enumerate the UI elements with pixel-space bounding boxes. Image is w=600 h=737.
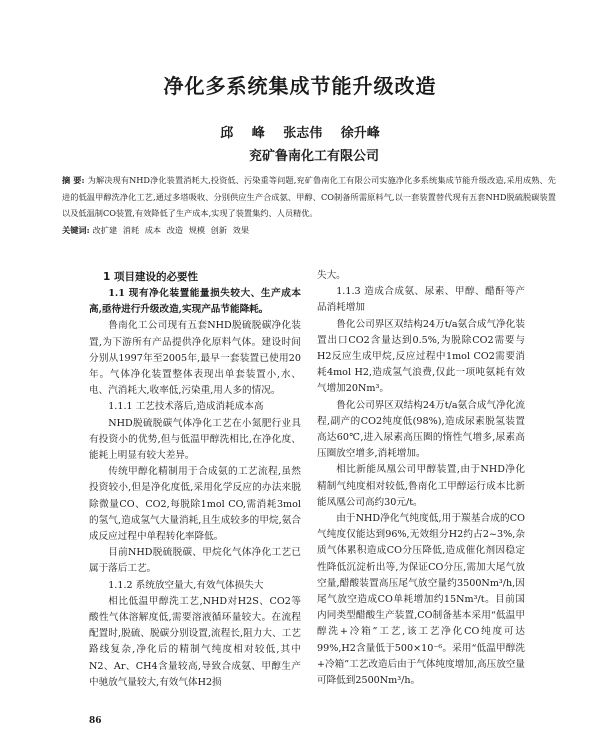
paragraph: 鲁南化工公司现有五套NHD脱硫脱碳净化装置,为下游所有产品提供净化原料气体。建设时间分别从1997年至2005年,最早一套装置已使用20年。气体净化装置整体表现出单套装置小,水、电、汽消耗大,收率低,污染重,用人多的情况。	[89, 320, 301, 397]
keywords-text: 改扩建 消耗 成本 改造 规模 创新 效果	[92, 225, 250, 235]
subsubsection-heading-1-1-3: 1.1.3 造成合成氨、尿素、甲醇、醋酐等产品消耗增加	[317, 286, 525, 314]
paragraph: 失大。	[317, 270, 346, 281]
right-column	[317, 268, 525, 689]
keywords-label: 关键词:	[62, 225, 90, 235]
paper-authors: 邱 峰 张志伟 徐升峰	[220, 126, 380, 141]
paper-affiliation: 兖矿鲁南化工有限公司	[248, 149, 379, 164]
paragraph: 相比新能凤凰公司甲醇装置,由于NHD净化精制气纯度相对较低,鲁南化工甲醇运行成本比新能凤凰公司高约30元/t。	[317, 464, 525, 508]
paragraph: 鲁化公司界区双结构24万t/a氨合成气净化装置出口CO2含量达到0.5%,为脱除CO2需要与H2反应生成甲烷,反应过程中1mol CO2需要消耗4mol H2,造成氢气浪费,仅此一项吨氨耗有效气增加20Nm³。	[317, 318, 525, 395]
subsubsection-heading-1-1-1: 1.1.1 工艺技术落后,造成消耗成本高	[108, 401, 264, 413]
subsection-heading-1-1: 1.1 现有净化装置能量损失较大、生产成本高,亟待进行升级改造,实现产品节能降耗。	[89, 288, 301, 316]
subsubsection-heading-1-1-2: 1.1.2 系统放空量大,有效气体损失大	[108, 579, 264, 591]
paragraph: 传统甲醇化精制用于合成氨的工艺流程,虽然投资较小,但是净化度低,采用化学反应的办法来脱除微量CO、CO2,每脱除1mol CO,需消耗3mol的氢气,造成氢气大量消耗,且生成较多的甲烷,氨合成反应过程中单程转化率降低。	[89, 466, 301, 543]
paragraph: NHD脱硫脱碳气体净化工艺在小氮肥行业具有投资小的优势,但与低温甲醇洗相比,在净化度、能耗上明显有较大差异。	[89, 417, 301, 462]
abstract	[62, 172, 556, 222]
abstract-label: 摘 要:	[62, 175, 85, 185]
keywords	[62, 223, 556, 237]
left-column	[89, 268, 301, 691]
paragraph: 鲁化公司界区双结构24万t/a氨合成气净化流程,副产的CO2纯度低(98%),造成尿素脱氢装置高达60℃,进入尿素高压圈的惰性气增多,尿素高压圈放空增多,消耗增加。	[317, 399, 525, 460]
page-number: 86	[89, 716, 102, 726]
paragraph: 目前NHD脱硫脱碳、甲烷化气体净化工艺已属于落后工艺。	[89, 547, 301, 575]
section-heading-1: 1 项目建设的必要性	[103, 271, 198, 283]
paragraph: 相比低温甲醇洗工艺,NHD对H2S、CO2等酸性气体溶解度低,需要溶液循环量较大。在流程配置时,脱硫、脱碳分别设置,流程长,阻力大、工艺路线复杂,净化后的精制气纯度相对较低,其中N2、Ar、CH4含量较高,导致合成氨、甲醇生产中驰放气量较大,有效气体H2损	[89, 595, 301, 688]
abstract-text: 为解决现有NHD净化装置消耗大,投资低、污染重等问题,兖矿鲁南化工有限公司实施净化多系统集成节能升级改造,采用成熟、先进的低温甲醇洗净化工艺,通过多塔吸收、分别供应生产合成氨、甲醇、CO制备所需原料气,以一套装置替代现有五套NHD脱硫脱碳装置以及低温制CO装置,有效降低了生产成本,实现了装置集约、人员精优。	[62, 175, 556, 218]
paper-title: 净化多系统集成节能升级改造	[163, 74, 437, 98]
paragraph: 由于NHD净化气纯度低,用于羰基合成的CO气纯度仅能达到96%,无效组分H2约占2~3%,杂质气体累积造成CO分压降低,造成催化剂因稳定性降低沉淀析出等,为保证CO分压,需加大尾气放空量,醋酸装置高压尾气放空量约3500Nm³/h,因尾气放空造成CO单耗增加约15Nm³/t。目前国内同类型醋酸生产装置,CO制备基本采用“低温甲醇洗+冷箱”工艺,该工艺净化CO纯度可达99%,H2含量低于500×10⁻⁶。采用“低温甲醇洗+冷箱”工艺改造后由于气体纯度增加,高压放空量可降低到2500Nm³/h。	[317, 513, 525, 687]
